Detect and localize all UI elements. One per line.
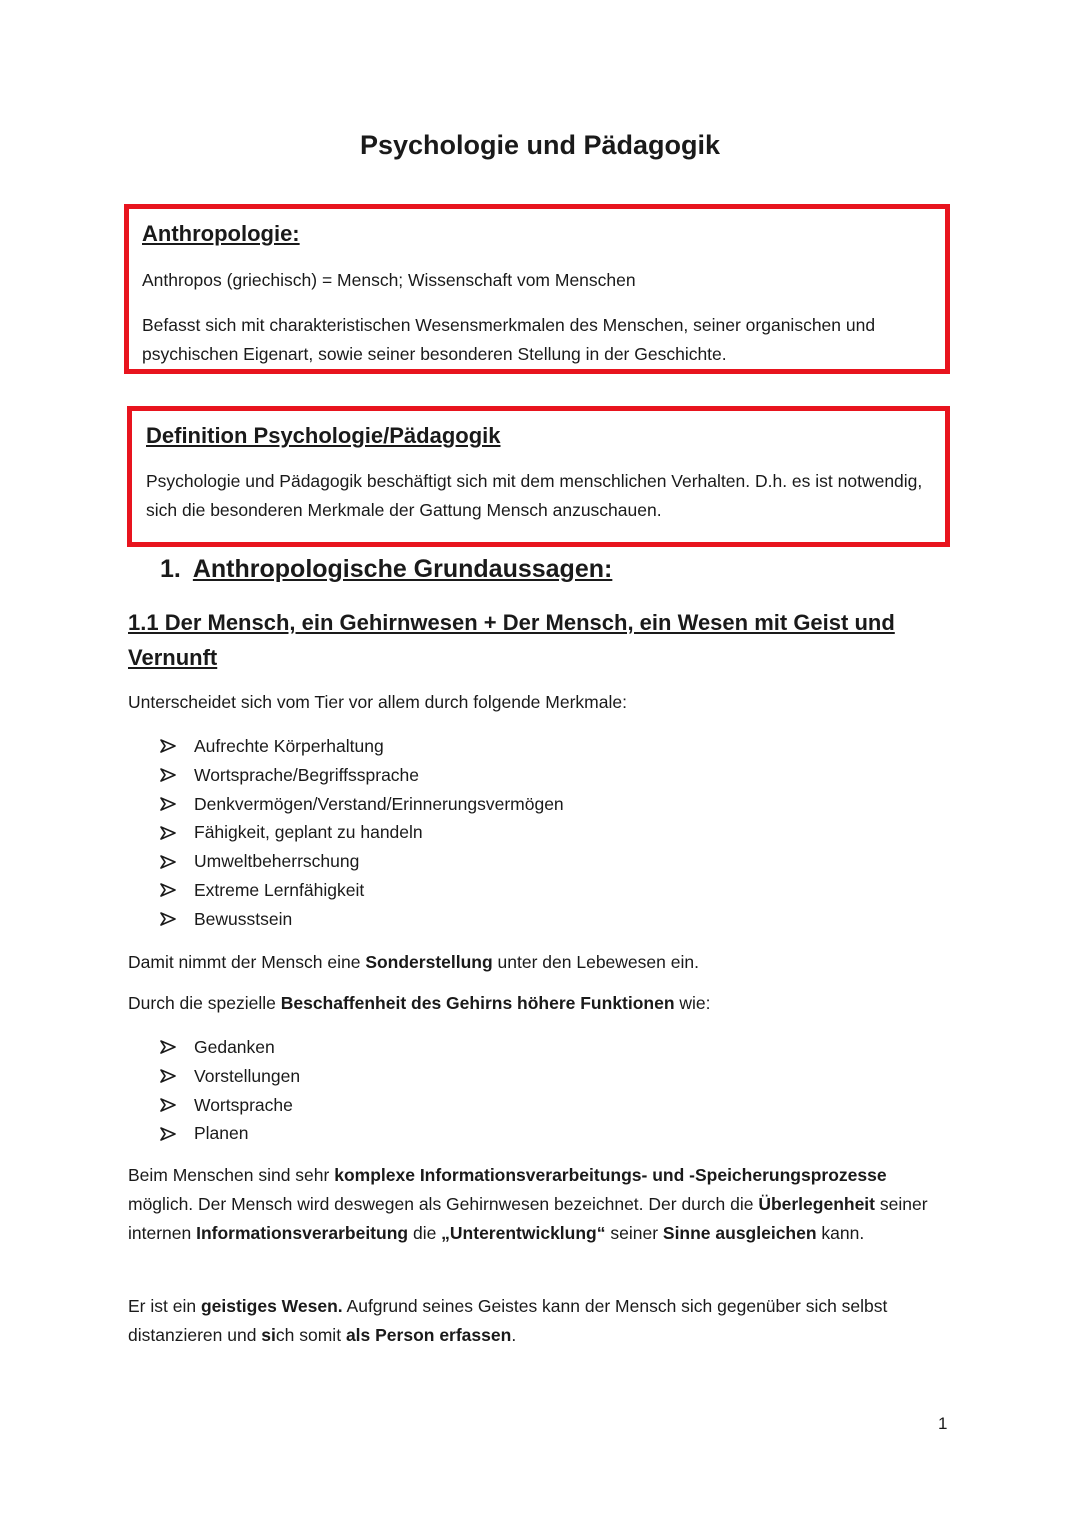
arrow-bullet-icon bbox=[160, 1040, 194, 1054]
list-item: Wortsprache/Begriffssprache bbox=[160, 761, 564, 790]
anthropologie-heading: Anthropologie: bbox=[142, 221, 300, 246]
list-item: Wortsprache bbox=[160, 1091, 300, 1120]
section-title: Anthropologische Grundaussagen: bbox=[192, 555, 613, 583]
list-item: Denkvermögen/Verstand/Erinnerungsvermögen bbox=[160, 790, 564, 819]
list-item: Aufrechte Körperhaltung bbox=[160, 732, 564, 761]
list-item: Fähigkeit, geplant zu handeln bbox=[160, 818, 564, 847]
arrow-bullet-icon bbox=[160, 1069, 194, 1083]
section-heading bbox=[160, 555, 612, 584]
page-title: Psychologie und Pädagogik bbox=[359, 130, 721, 160]
features-list bbox=[160, 732, 564, 934]
functions-list bbox=[160, 1033, 300, 1148]
arrow-bullet-icon bbox=[160, 797, 194, 811]
gehirnwesen-paragraph: Beim Menschen sind sehr komplexe Informationsverarbeitungs- und -Speicherungsprozesse möglich. Der Mensch wird deswegen als Gehirnwesen bezeichnet. Der durch die Überlegenheit seiner internen Informationsverarbeitung die „Unterentwicklung“ seiner Sinne ausgleichen kann. bbox=[128, 1165, 928, 1243]
list-item: Gedanken bbox=[160, 1033, 300, 1062]
list-item: Bewusstsein bbox=[160, 905, 564, 934]
definition-heading: Definition Psychologie/Pädagogik bbox=[146, 423, 501, 448]
list-item: Vorstellungen bbox=[160, 1062, 300, 1091]
features-intro: Unterscheidet sich vom Tier vor allem durch folgende Merkmale: bbox=[128, 692, 627, 712]
definition-text: Psychologie und Pädagogik beschäftigt sich mit dem menschlichen Verhalten. D.h. es ist notwendig, sich die besonderen Merkmale der Gattung Mensch anzuschauen. bbox=[146, 471, 923, 520]
arrow-bullet-icon bbox=[160, 855, 194, 869]
arrow-bullet-icon bbox=[160, 826, 194, 840]
anthropologie-definition: Anthropos (griechisch) = Mensch; Wissenschaft vom Menschen bbox=[142, 270, 636, 290]
list-item: Umweltbeherrschung bbox=[160, 847, 564, 876]
subsection-heading: 1.1 Der Mensch, ein Gehirnwesen + Der Mensch, ein Wesen mit Geist und Vernunft bbox=[128, 610, 895, 670]
arrow-bullet-icon bbox=[160, 739, 194, 753]
arrow-bullet-icon bbox=[160, 883, 194, 897]
sonderstellung-paragraph: Damit nimmt der Mensch eine Sonderstellung unter den Lebewesen ein. bbox=[128, 952, 699, 972]
anthropologie-box bbox=[124, 204, 950, 374]
geist-paragraph: Er ist ein geistiges Wesen. Aufgrund seines Geistes kann der Mensch sich gegenüber sich selbst distanzieren und sich somit als Person erfassen. bbox=[128, 1296, 888, 1345]
page-number: 1 bbox=[938, 1414, 948, 1433]
list-item: Planen bbox=[160, 1119, 300, 1148]
arrow-bullet-icon bbox=[160, 912, 194, 926]
arrow-bullet-icon bbox=[160, 768, 194, 782]
section-number: 1. bbox=[160, 555, 181, 583]
list-item: Extreme Lernfähigkeit bbox=[160, 876, 564, 905]
gehirn-paragraph: Durch die spezielle Beschaffenheit des Gehirns höhere Funktionen wie: bbox=[128, 993, 711, 1013]
anthropologie-description: Befasst sich mit charakteristischen Wesensmerkmalen des Menschen, seiner organischen und psychischen Eigenart, sowie seiner besonderen Stellung in der Geschichte. bbox=[142, 315, 876, 364]
definition-box bbox=[127, 406, 950, 547]
arrow-bullet-icon bbox=[160, 1127, 194, 1141]
arrow-bullet-icon bbox=[160, 1098, 194, 1112]
